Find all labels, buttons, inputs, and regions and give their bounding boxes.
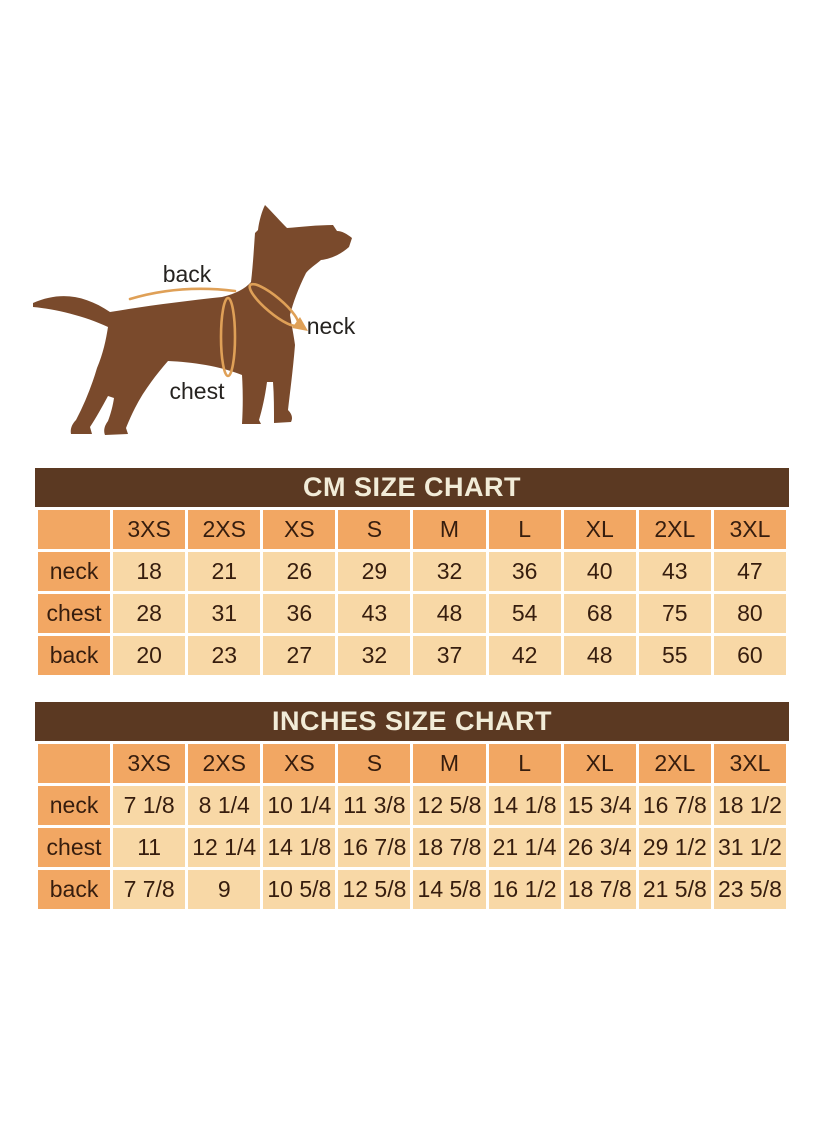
value-cell: 26 3/4 <box>564 828 636 867</box>
value-cell: 7 1/8 <box>113 786 185 825</box>
value-cell: 18 1/2 <box>714 786 786 825</box>
value-cell: 32 <box>413 552 485 591</box>
value-cell: 14 1/8 <box>263 828 335 867</box>
value-cell: 11 3/8 <box>338 786 410 825</box>
size-column-header: S <box>338 744 410 783</box>
value-cell: 23 <box>188 636 260 675</box>
size-column-header: XS <box>263 744 335 783</box>
size-column-header: 3XL <box>714 744 786 783</box>
size-column-header: L <box>489 510 561 549</box>
value-cell: 10 5/8 <box>263 870 335 909</box>
size-column-header: 2XL <box>639 744 711 783</box>
value-cell: 80 <box>714 594 786 633</box>
value-cell: 75 <box>639 594 711 633</box>
cm-size-chart <box>35 468 789 678</box>
size-column-header: S <box>338 510 410 549</box>
value-cell: 10 1/4 <box>263 786 335 825</box>
size-column-header: 3XL <box>714 510 786 549</box>
size-header-row <box>38 744 786 783</box>
value-cell: 20 <box>113 636 185 675</box>
table-row <box>38 594 786 633</box>
size-column-header: M <box>413 510 485 549</box>
value-cell: 29 <box>338 552 410 591</box>
value-cell: 16 7/8 <box>639 786 711 825</box>
dog-diagram-svg <box>30 185 380 450</box>
table-row <box>38 870 786 909</box>
value-cell: 43 <box>639 552 711 591</box>
size-column-header: 3XS <box>113 744 185 783</box>
value-cell: 9 <box>188 870 260 909</box>
table-row <box>38 786 786 825</box>
value-cell: 21 <box>188 552 260 591</box>
value-cell: 60 <box>714 636 786 675</box>
value-cell: 31 <box>188 594 260 633</box>
value-cell: 29 1/2 <box>639 828 711 867</box>
value-cell: 15 3/4 <box>564 786 636 825</box>
value-cell: 16 7/8 <box>338 828 410 867</box>
size-header-row <box>38 510 786 549</box>
table-row <box>38 636 786 675</box>
size-column-header: 2XL <box>639 510 711 549</box>
value-cell: 14 1/8 <box>489 786 561 825</box>
value-cell: 26 <box>263 552 335 591</box>
value-cell: 8 1/4 <box>188 786 260 825</box>
row-header-chest: chest <box>38 828 110 867</box>
row-header-back: back <box>38 636 110 675</box>
value-cell: 28 <box>113 594 185 633</box>
value-cell: 48 <box>413 594 485 633</box>
value-cell: 16 1/2 <box>489 870 561 909</box>
table-row <box>38 552 786 591</box>
row-header-back: back <box>38 870 110 909</box>
value-cell: 21 5/8 <box>639 870 711 909</box>
size-column-header: L <box>489 744 561 783</box>
inches-size-chart <box>35 702 789 912</box>
value-cell: 31 1/2 <box>714 828 786 867</box>
size-column-header: M <box>413 744 485 783</box>
neck-measure-pointer-icon <box>292 317 308 331</box>
row-header-neck: neck <box>38 552 110 591</box>
value-cell: 14 5/8 <box>413 870 485 909</box>
value-cell: 40 <box>564 552 636 591</box>
value-cell: 42 <box>489 636 561 675</box>
value-cell: 7 7/8 <box>113 870 185 909</box>
value-cell: 12 5/8 <box>413 786 485 825</box>
value-cell: 47 <box>714 552 786 591</box>
value-cell: 18 7/8 <box>413 828 485 867</box>
value-cell: 27 <box>263 636 335 675</box>
size-column-header: XL <box>564 744 636 783</box>
row-header-neck: neck <box>38 786 110 825</box>
value-cell: 48 <box>564 636 636 675</box>
inches-size-table <box>35 741 789 912</box>
dog-measurement-diagram <box>30 185 380 450</box>
inches-size-chart-title-bar <box>35 702 789 741</box>
size-column-header: 2XS <box>188 510 260 549</box>
value-cell: 36 <box>263 594 335 633</box>
cm-size-chart-title: CM SIZE CHART <box>303 472 521 502</box>
size-column-header: 3XS <box>113 510 185 549</box>
cm-size-chart-title-bar <box>35 468 789 507</box>
neck-measure-label: neck <box>306 313 356 339</box>
value-cell: 23 5/8 <box>714 870 786 909</box>
table-row <box>38 828 786 867</box>
back-measure-label: back <box>162 261 212 287</box>
value-cell: 11 <box>113 828 185 867</box>
value-cell: 43 <box>338 594 410 633</box>
value-cell: 32 <box>338 636 410 675</box>
value-cell: 37 <box>413 636 485 675</box>
value-cell: 18 7/8 <box>564 870 636 909</box>
value-cell: 12 1/4 <box>188 828 260 867</box>
size-column-header: 2XS <box>188 744 260 783</box>
value-cell: 18 <box>113 552 185 591</box>
value-cell: 54 <box>489 594 561 633</box>
row-header-chest: chest <box>38 594 110 633</box>
inches-size-chart-title: INCHES SIZE CHART <box>271 706 553 736</box>
value-cell: 12 5/8 <box>338 870 410 909</box>
corner-cell <box>38 744 110 783</box>
corner-cell <box>38 510 110 549</box>
chest-measure-label: chest <box>169 378 225 404</box>
size-column-header: XS <box>263 510 335 549</box>
value-cell: 55 <box>639 636 711 675</box>
value-cell: 21 1/4 <box>489 828 561 867</box>
value-cell: 36 <box>489 552 561 591</box>
value-cell: 68 <box>564 594 636 633</box>
size-column-header: XL <box>564 510 636 549</box>
cm-size-table <box>35 507 789 678</box>
